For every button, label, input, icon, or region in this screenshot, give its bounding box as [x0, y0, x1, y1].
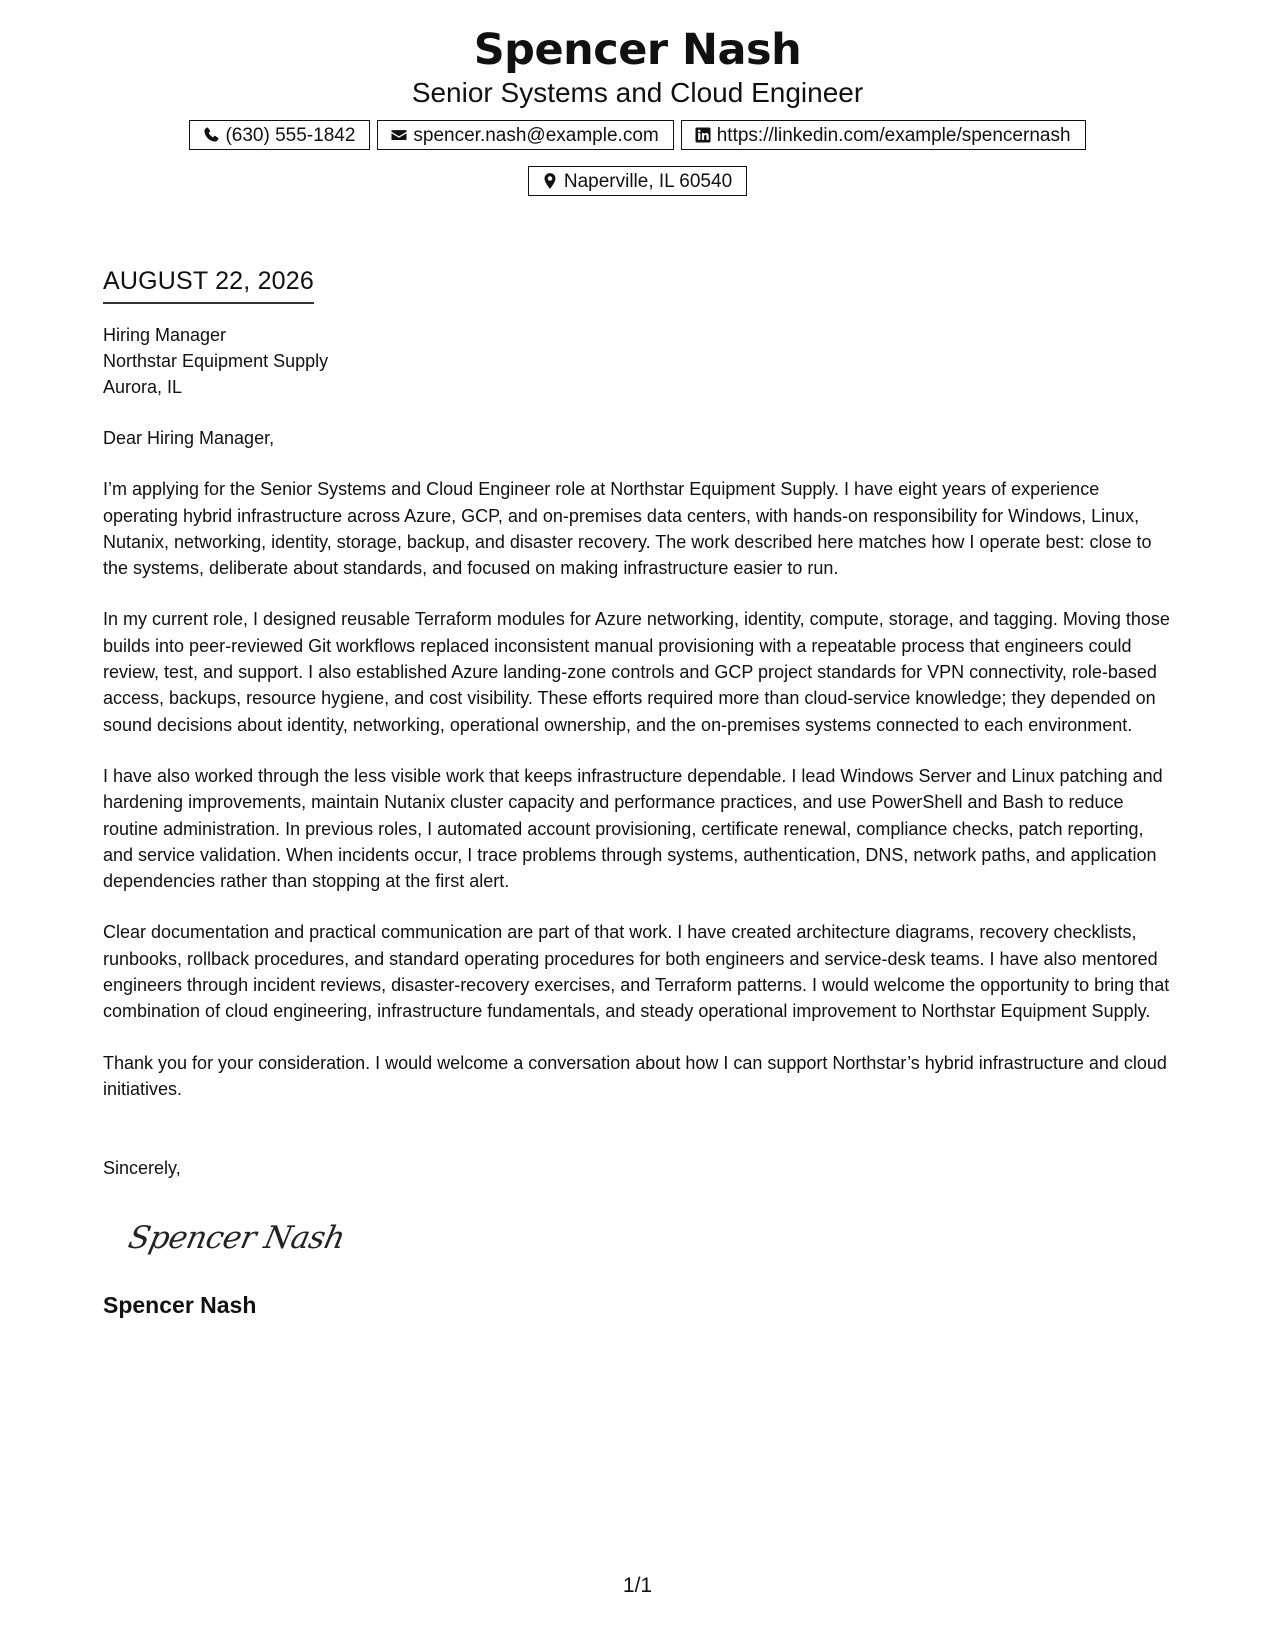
- letter-date: AUGUST 22, 2026: [103, 266, 314, 304]
- contact-location: [528, 166, 747, 196]
- letter-header: [0, 24, 1275, 196]
- recipient-line: Northstar Equipment Supply: [103, 351, 329, 371]
- contact-bar: [0, 120, 1275, 196]
- letter-body: [103, 266, 1178, 1319]
- body-paragraph: I’m applying for the Senior Systems and Cloud Engineer role at Northstar Equipment Supply. I have eight years of experience operating hybrid infrastructure across Azure, GCP, and on-premises data centers, with hands-on responsibility for Windows, Linux, Nutanix, networking, identity, storage, backup, and disaster recovery. The work described here matches how I operate best: close to the systems, deliberate about standards, and focused on making infrastructure easier to run.: [103, 479, 1152, 579]
- signed-name: Spencer Nash: [103, 1291, 257, 1318]
- phone-text: (630) 555-1842: [225, 124, 356, 146]
- phone-icon: [202, 126, 220, 144]
- recipient-line: Aurora, IL: [103, 377, 183, 397]
- signature-image: [125, 1210, 345, 1262]
- page-number: 1/1: [622, 1574, 653, 1597]
- applicant-name: Spencer Nash: [473, 25, 802, 75]
- email-text: spencer.nash@example.com: [413, 124, 659, 146]
- recipient-line: Hiring Manager: [103, 325, 227, 345]
- body-paragraph: In my current role, I designed reusable Terraform modules for Azure networking, identity, compute, storage, and tagging. Moving those builds into peer-reviewed Git workflows replaced inconsistent manual provisioning with a repeatable process that engineers could review, test, and support. I also established Azure landing-zone controls and GCP project standards for VPN connectivity, role-based access, backups, resource hygiene, and cost visibility. These efforts required more than cloud-service knowledge; they depended on sound decisions about identity, networking, operational ownership, and the on-premises systems connected to each environment.: [103, 609, 1170, 735]
- location-text: Naperville, IL 60540: [563, 170, 733, 192]
- contact-linkedin: [681, 120, 1086, 150]
- linkedin-text: https://linkedin.com/example/spencernash: [716, 124, 1071, 146]
- contact-email: [377, 120, 673, 150]
- map-pin-icon: [541, 172, 559, 190]
- closing: Sincerely,: [103, 1158, 181, 1179]
- applicant-title: Senior Systems and Cloud Engineer: [411, 77, 864, 108]
- contact-phone: [189, 120, 370, 150]
- body-paragraph: Thank you for your consideration. I would welcome a conversation about how I can support Northstar’s hybrid infrastructure and cloud initiatives.: [103, 1052, 1167, 1099]
- signature-text: Spencer Nash: [125, 1219, 345, 1256]
- body-paragraph: Clear documentation and practical communication are part of that work. I have created architecture diagrams, recovery checklists, runbooks, rollback procedures, and standard operating procedures for both engineers and service-desk teams. I have also mentored engineers through incident reviews, disaster-recovery exercises, and Terraform patterns. I would welcome the opportunity to bring that combination of cloud engineering, infrastructure fundamentals, and steady operational improvement to Northstar Equipment Supply.: [103, 922, 1170, 1022]
- salutation: Dear Hiring Manager,: [103, 428, 275, 448]
- body-paragraph: I have also worked through the less visible work that keeps infrastructure dependable. I lead Windows Server and Linux patching and hardening improvements, maintain Nutanix cluster capacity and performance practices, and use PowerShell and Bash to reduce routine administration. In previous roles, I automated account provisioning, certificate renewal, compliance checks, patch reporting, and service validation. When incidents occur, I trace problems through systems, authentication, DNS, network paths, and application dependencies rather than stopping at the first alert.: [103, 765, 1163, 892]
- recipient-block: [103, 322, 1178, 400]
- linkedin-icon: [694, 126, 712, 144]
- envelope-icon: [390, 126, 408, 144]
